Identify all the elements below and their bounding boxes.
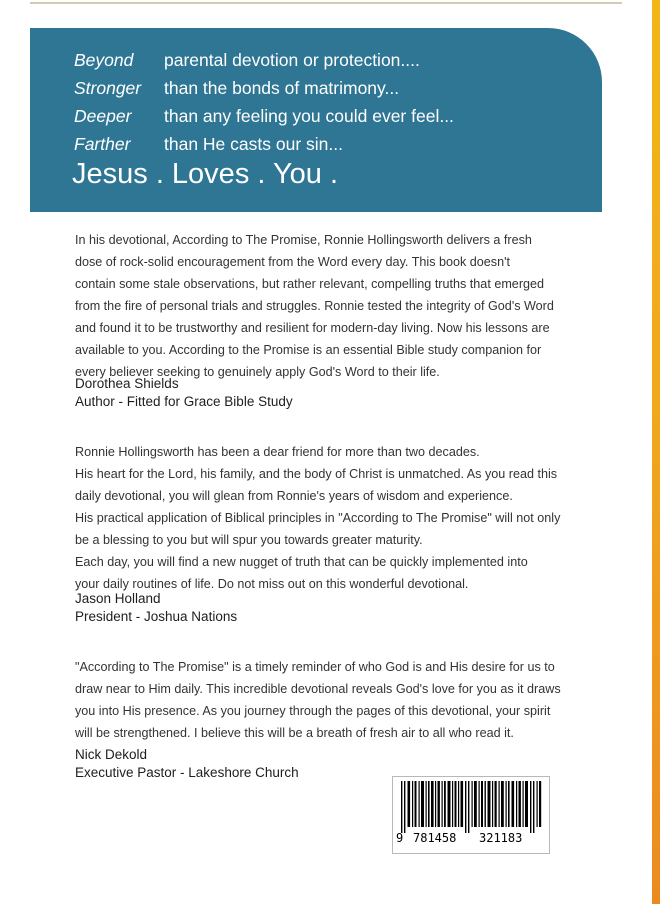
text-line: will be strengthened. I believe this will be a breath of fresh air to all who read it.: [75, 726, 514, 740]
text-line: draw near to Him daily. This incredible devotional reveals God's love for you as it draws: [75, 682, 561, 696]
text-line: you into His presence. As you journey through the pages of this devotional, your spirit: [75, 704, 551, 718]
isbn-barcode: [392, 776, 550, 854]
text-line: daily devotional, you will glean from Ronnie's years of wisdom and experience.: [75, 489, 513, 503]
text-line: Ronnie Hollingsworth has been a dear friend for more than two decades.: [75, 445, 480, 459]
hero-keyword: Farther: [74, 134, 131, 154]
endorser-name: Jason Holland: [75, 591, 161, 606]
hero-line-text: than any feeling you could ever feel...: [164, 106, 454, 126]
text-line: available to you. According to the Promise is an essential Bible study companion for: [75, 343, 542, 357]
hero-keyword: Beyond: [74, 50, 134, 70]
hero-line-text: than He casts our sin...: [164, 134, 343, 154]
endorser-name: Nick Dekold: [75, 747, 148, 762]
hero-banner: [30, 28, 602, 212]
text-line: contain some stale observations, but rather relevant, compelling truths that emerged: [75, 277, 545, 291]
endorsement-attribution: [75, 746, 299, 782]
isbn-group-2: 321183: [479, 831, 523, 845]
endorser-role: President - Joshua Nations: [75, 609, 238, 624]
endorsement-text: [75, 441, 615, 595]
text-line: In his devotional, According to The Promise, Ronnie Hollingsworth delivers a fresh: [75, 233, 532, 247]
text-line: be a blessing to you but will spur you towards greater maturity.: [75, 533, 423, 547]
hero-title: Jesus . Loves . You .: [72, 158, 339, 190]
hero-keyword: Deeper: [74, 106, 132, 126]
text-line: from the fire of personal trials and struggles. Ronnie tested the integrity of God's Word: [75, 299, 554, 313]
top-rule: [30, 2, 622, 4]
hero-line-text: parental devotion or protection....: [164, 50, 420, 70]
isbn-group-1: 781458: [413, 831, 457, 845]
text-line: Each day, you will find a new nugget of truth that can be quickly implemented into: [75, 555, 528, 569]
endorser-role: Executive Pastor - Lakeshore Church: [75, 765, 299, 780]
endorsement-attribution: [75, 590, 237, 626]
endorsement-attribution: [75, 375, 293, 411]
endorser-role: Author - Fitted for Grace Bible Study: [75, 394, 293, 409]
barcode-bars-icon: [399, 781, 543, 833]
endorser-name: Dorothea Shields: [75, 376, 179, 391]
text-line: every believer seeking to genuinely apply God's Word to their life.: [75, 365, 440, 379]
text-line: His practical application of Biblical principles in "According to The Promise" will not only: [75, 511, 561, 525]
text-line: "According to The Promise" is a timely reminder of who God is and His desire for us to: [75, 660, 555, 674]
spine-edge: [652, 0, 660, 904]
text-line: dose of rock-solid encouragement from the Word every day. This book doesn't: [75, 255, 511, 269]
text-line: and found it to be trustworthy and resilient for modern-day living. Now his lessons are: [75, 321, 550, 335]
isbn-lead-digit: 9: [396, 831, 404, 845]
endorsement-text: [75, 229, 615, 383]
text-line: His heart for the Lord, his family, and the body of Christ is unmatched. As you read this: [75, 467, 558, 481]
hero-line-text: than the bonds of matrimony...: [164, 78, 400, 98]
hero-keyword: Stronger: [74, 78, 142, 98]
endorsement-text: [75, 656, 615, 744]
text-line: your daily routines of life. Do not miss out on this wonderful devotional.: [75, 577, 469, 591]
